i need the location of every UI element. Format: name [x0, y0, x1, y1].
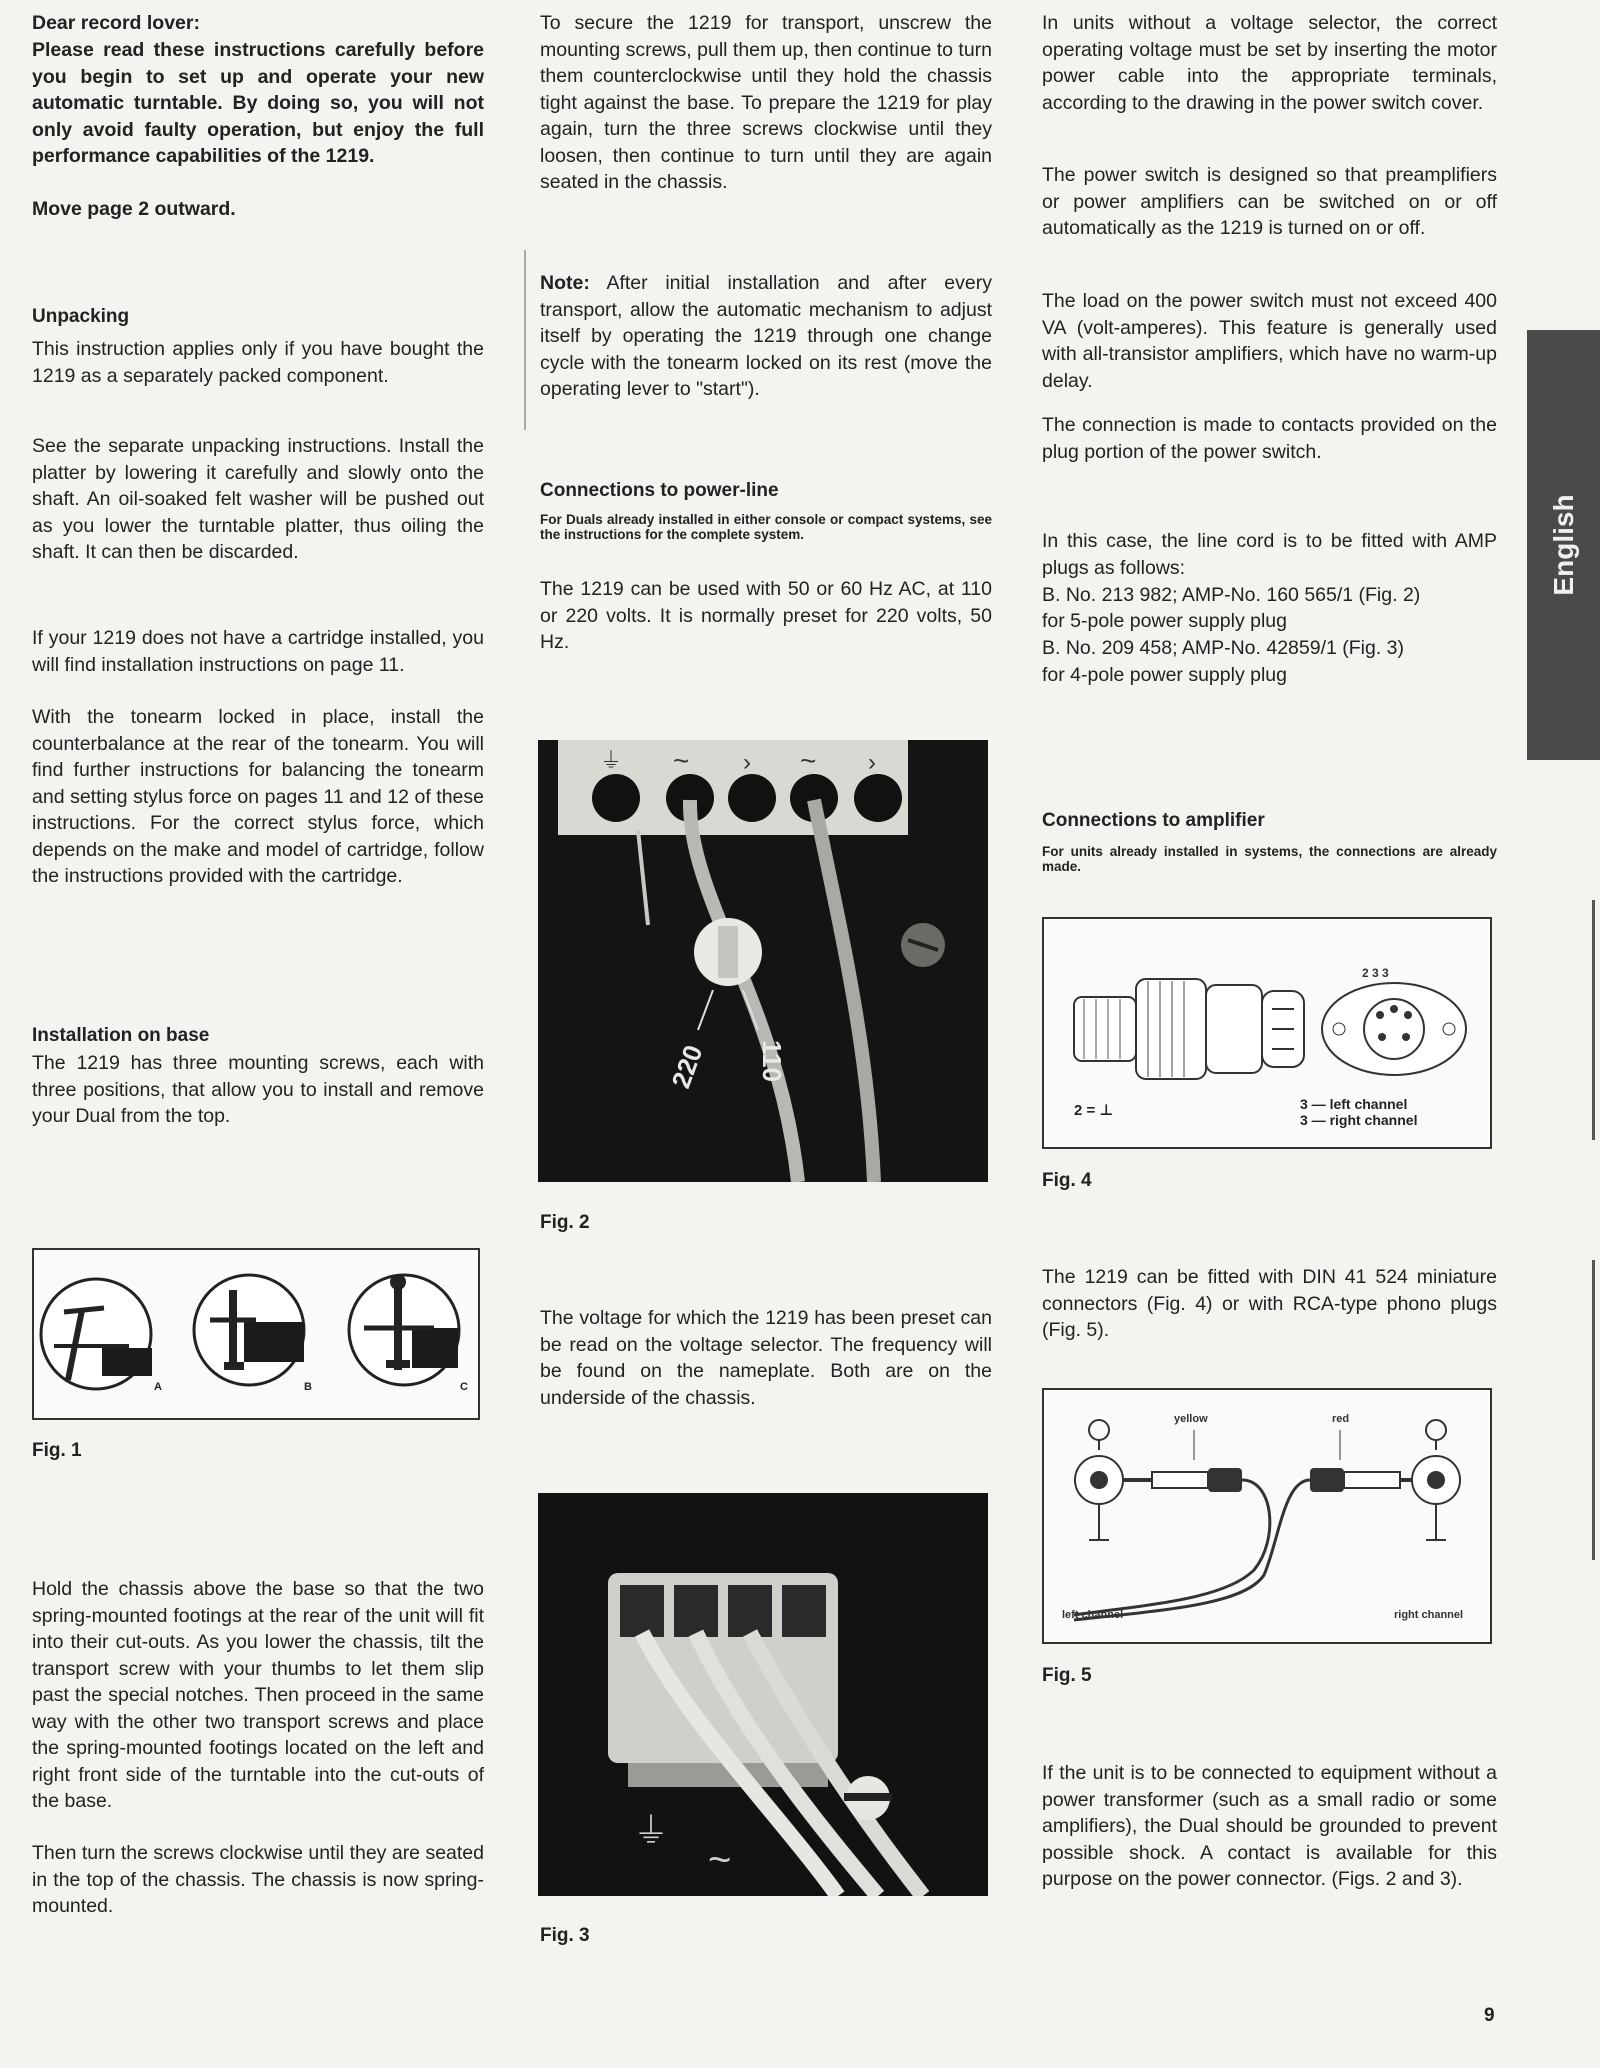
installation-heading: Installation on base [32, 1025, 210, 1046]
fig5-red-label: red [1332, 1413, 1350, 1425]
fig5-yellow-label: yellow [1174, 1413, 1208, 1425]
fig4-diagram [1042, 917, 1492, 1149]
hold-chassis-paragraph: Hold the chassis above the base so that the two spring-mounted footings at the rear of the unit will fit into their cut-outs. As you lower the chassis, tilt the transport screw with your thumbs to let them slip past the special notches. Then proceed in the same way with the other two transport screws and place the spring-mounted footings located on the left and right front side of the turntable into the cut-outs of the base. [32, 1578, 484, 1812]
fig4-right-channel: 3 — right channel [1300, 1112, 1418, 1128]
fig2-symbol-terminal-2: › [868, 749, 876, 776]
fig5-right-channel: right channel [1394, 1609, 1464, 1621]
page-edge-line [1592, 900, 1595, 1140]
power-switch-paragraph: The power switch is designed so that preamplifiers or power amplifiers can be switched on or off automatically as the 1219 is turned on or off. [1042, 164, 1497, 239]
secure-transport-paragraph: To secure the 1219 for transport, unscrew the mounting screws, pull them up, then continue to turn them counterclockwise until they hold the chassis tight against the base. To prepare the 1219 for play again, turn the three screws clockwise until they loosen, then continue to turn until they are again seated in the chassis. [540, 12, 993, 193]
voltage-paragraph: The voltage for which the 1219 has been preset can be read on the voltage selector. The frequency will be found on the nameplate. Both are on the underside of the chassis. [540, 1307, 992, 1409]
voltage-selector-paragraph: In units without a voltage selector, the correct operating voltage must be set by inserting the motor power cable into the appropriate terminals, according to the drawing in the power switch cover. [1042, 12, 1497, 114]
fig1-illustration [34, 1250, 478, 1418]
note-margin-mark [524, 250, 526, 430]
language-tab-label: English [1547, 494, 1579, 596]
fig3-symbol-ac: ~ [708, 1838, 732, 1882]
fig4-ground-label: 2 = ⊥ [1074, 1102, 1114, 1119]
fig4-left-channel: 3 — left channel [1300, 1096, 1408, 1112]
fig3-caption: Fig. 3 [540, 1925, 590, 1946]
power-line-note: For Duals already installed in either console or compact systems, see the instructions for the complete system. [540, 512, 992, 542]
fig5-left-channel: left channel [1062, 1609, 1124, 1621]
fig2-symbol-terminal-1: › [743, 749, 751, 776]
power-line-heading: Connections to power-line [540, 480, 779, 501]
fig3-photo [538, 1493, 988, 1896]
line-cord-line-1: B. No. 213 982; AMP-No. 160 565/1 (Fig. 2) [1042, 584, 1421, 606]
line-cord-intro: In this case, the line cord is to be fitted with AMP plugs as follows: [1042, 530, 1497, 579]
fig2-label-110: 110 [757, 1040, 787, 1082]
amplifier-heading: Connections to amplifier [1042, 810, 1265, 831]
switch-load-paragraph: The load on the power switch must not exceed 400 VA (volt-amperes). This feature is generally used with all-transistor amplifiers, which have no warm-up delay. [1042, 290, 1497, 392]
note-text: After initial installation and after every transport, allow the automatic mechanism to adjust itself by operating the 1219 through one change cycle with the tonearm locked on its rest (move the operating lever to "start"). [540, 272, 992, 400]
fig4-caption: Fig. 4 [1042, 1170, 1092, 1191]
contacts-paragraph: The connection is made to contacts provided on the plug portion of the power switch. [1042, 414, 1497, 463]
fig1-diagram [32, 1248, 480, 1420]
note-label: Note: [540, 272, 590, 294]
grounding-paragraph: If the unit is to be connected to equipment without a power transformer (such as a small radio or some amplifiers), the Dual should be grounded to prevent possible shock. A contact is available for this purpose on the power connector. (Figs. 2 and 3). [1042, 1762, 1497, 1890]
cartridge-paragraph: If your 1219 does not have a cartridge installed, you will find installation instructions on page 11. [32, 627, 484, 676]
fig4-pin-numbers: 2 3 3 [1362, 966, 1389, 980]
fig1-caption: Fig. 1 [32, 1440, 82, 1461]
din-connectors-paragraph: The 1219 can be fitted with DIN 41 524 miniature connectors (Fig. 4) or with RCA-type phono plugs (Fig. 5). [1042, 1266, 1497, 1341]
fig2-symbol-ac-2: ~ [800, 745, 817, 776]
intro-move: Move page 2 outward. [32, 198, 236, 220]
intro-body: Please read these instructions carefully before you begin to set up and operate your new automatic turntable. By doing so, you will not only avoid faulty operation, but enjoy the full performance capabilities of the 1219. [32, 39, 484, 167]
fig3-symbol-ground: ⏚ [633, 1810, 670, 1851]
fig2-symbol-ac-1: ~ [673, 745, 690, 776]
fig2-photo [538, 740, 988, 1182]
fig2-symbol-ground: ⏚ [600, 748, 623, 773]
amplifier-note: For units already installed in systems, the connections are already made. [1042, 844, 1497, 874]
unpacking-paragraph-1: This instruction applies only if you have bought the 1219 as a separately packed component. [32, 338, 484, 387]
fig2-label-220: 220 [665, 1041, 709, 1093]
intro-greeting: Dear record lover: [32, 12, 200, 34]
counterbalance-paragraph: With the tonearm locked in place, install the counterbalance at the rear of the tonearm. You will find further instructions for balancing the tonearm and setting stylus force on pages 11 and 12 of these instructions. For the correct stylus force, which depends on the make and model of cartridge, follow the instructions provided with the cartridge. [32, 706, 484, 887]
fig1-label-c: C [460, 1381, 468, 1393]
fig1-label-a: A [154, 1381, 162, 1393]
fig2-caption: Fig. 2 [540, 1212, 590, 1233]
fig5-illustration [1044, 1390, 1490, 1642]
language-tab [1527, 330, 1600, 760]
line-cord-line-4: for 4-pole power supply plug [1042, 664, 1287, 686]
fig5-caption: Fig. 5 [1042, 1665, 1092, 1686]
power-line-paragraph: The 1219 can be used with 50 or 60 Hz AC, at 110 or 220 volts. It is normally preset for 220 volts, 50 Hz. [540, 578, 992, 653]
fig2-illustration [538, 740, 988, 1182]
line-cord-line-2: for 5-pole power supply plug [1042, 610, 1287, 632]
page-number: 9 [1484, 2005, 1495, 2026]
unpacking-paragraph-2: See the separate unpacking instructions. Install the platter by lowering it carefully and slowly onto the shaft. An oil-soaked felt washer will be pushed out as you lower the turntable platter, thus oiling the shaft. It can then be discarded. [32, 435, 484, 563]
fig1-label-b: B [304, 1381, 312, 1393]
installation-paragraph: The 1219 has three mounting screws, each with three positions, that allow you to install and remove your Dual from the top. [32, 1052, 484, 1127]
unpacking-heading: Unpacking [32, 306, 130, 327]
fig4-illustration [1044, 919, 1490, 1147]
fig3-illustration [538, 1493, 988, 1896]
fig5-diagram [1042, 1388, 1492, 1644]
line-cord-line-3: B. No. 209 458; AMP-No. 42859/1 (Fig. 3) [1042, 637, 1405, 659]
note-paragraph [540, 270, 992, 403]
turn-screws-paragraph: Then turn the screws clockwise until they are seated in the top of the chassis. The chassis is now spring-mounted. [32, 1842, 484, 1917]
page-edge-line-lower [1592, 1260, 1595, 1560]
